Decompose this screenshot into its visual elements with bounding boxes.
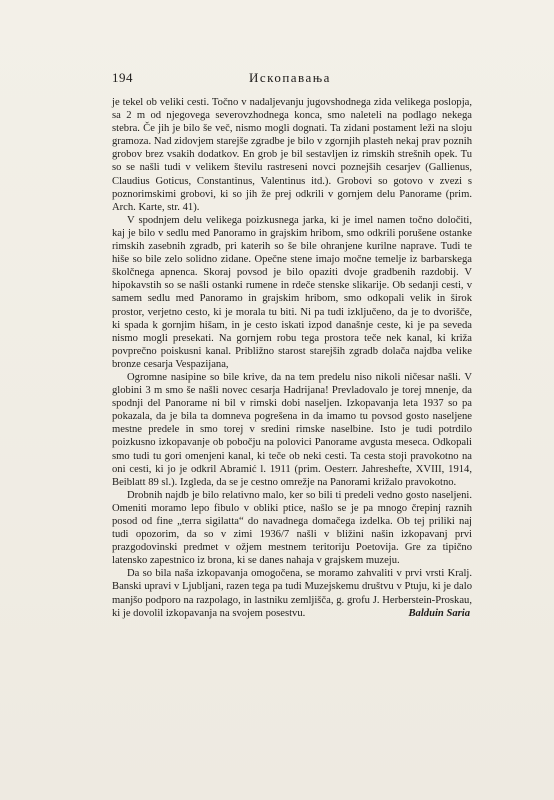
paragraph-2: V spodnjem delu velikega poizkusnega jarka, ki je imel namen točno določiti, kaj je bilo v sedlu med Panoramo in grajskim hribom, smo odkrili porušene ostanke rimskih zasebnih zgradb, pri katerih so še bile ohranjene kurilne naprave. Tudi te hiše so bile zelo solidno zidane. Opečne stene imajo močne temelje iz barbarskega školčnega apnenca. Skoraj povsod je bilo opaziti dvoje gradbenih razdobij. V hipokavstih so se našli ostanki rumene in rdeče stenske slikarije. Ob sedanji cesti, v samem sedlu med Panoramo in grajskim hribom, smo odkopali velik in širok prostor, verjetno cesto, ki je morala tu biti. Ni pa tudi izključeno, da je to dvorišče, ki spada k gornjim hišam, in je cesto iskati izpod današnje ceste, ki je pa seveda nismo mogli presekati. Na gornjem robu tega prostora teče nek kanal, ki križa povprečno poiskusni kanal. Približno starost starejših zgradb dolača najdba velike bronze cesarja Vespazijana,: [112, 214, 472, 370]
paragraph-5: Da so bila naša izkopavanja omogočena, se moramo zahvaliti v prvi vrsti Kralj. Banski upravi v Ljubljani, razen tega pa tudi Muzejskemu društvu v Ptuju, ki je dalo manjšo podporo na razpolago, in lastniku zemljišča, g. grofu J. Herberstein-Proskau, ki je dovolil izkopavanja na svojem posestvu.: [112, 568, 472, 619]
paragraph-1: je tekel ob veliki cesti. Točno v nadaljevanju jugovshodnega zida velikega poslopja, sa 2 m od njegovega severovzhodnega konca, smo naleteli na podlago nekega stebra. Če jih je bilo še več, nismo mogli dognati. Ta zidani postament leži na sloju gramoza. Nad zidovjem starejše zgradbe je bilo v zgornjih plasteh nekaj prav poznih grobov brez vsakih dodatkov. En grob je bil sestavljen iz rimskih strešnih opek. Tu so se našli tudi v velikem številu rastreseni novci poznejših cesarjev (Gallienus, Claudius Goticus, Constantinus, Valentinus itd.). Grobovi so gotovo v zvezi s poznorimskimi grobovi, ki so jih že prej odkrili v gornjem delu Panorame (prim. Arch. Karte, str. 41).: [112, 97, 472, 213]
page-header: [112, 70, 472, 88]
running-title: Ископавања: [249, 70, 331, 85]
paragraph-4: Drobnih najdb je bilo relativno malo, ker so bili ti predeli vedno gosto naseljeni. Omeniti moramo lepo fibulo v obliki ptice, našlo se je pa mnogo črepinj raznih posod od fine „terra sigilatta“ do navadnega domačega izdelka. Ob tej priliki naj tudi opozorim, da so v zimi 1936/7 našli v bližini našin izkopavanj prvi prazgodovinski predmet v ožjem mestnem teritoriju Poetovija. Gre za tipično latensko zapestnico iz brona, ki se danes nahaja v grajskem muzeju.: [112, 489, 472, 567]
body-text: [112, 96, 472, 620]
page-number: 194: [112, 70, 133, 85]
paragraph-3: Ogromne nasipine so bile krive, da na tem predelu niso nikoli ničesar našli. V globini 3 m smo še našli novec cesarja Hadrijana! Prevladovalo je torej mnenje, da spodnji del Panorame ni bil v rimski dobi naseljen. Izkopavanja leta 1937 so pa pokazala, da je bila ta domneva pogrešena in da imamo tu povsod gosto naseljene mestne predele in smo torej v sredini rimske naselbine. Isto je tudi potrdilo poizkusno izkopavanje ob pobočju na polovici Panorame avgusta meseca. Odkopali smo tudi tu gori omenjeni kanal, ki teče ob neki cesti. Ta cesta stoji pravokotno na oni cesti, ki jo je odkril Abramić l. 1911 (prim. Oesterr. Jahreshefte, XVIII, 1914, Beiblatt 89 sl.). Izgleda, da se je cestno omrežje na Panorami križalo pravokotno.: [112, 371, 472, 488]
author-signature: Balduin Saria: [408, 607, 470, 619]
